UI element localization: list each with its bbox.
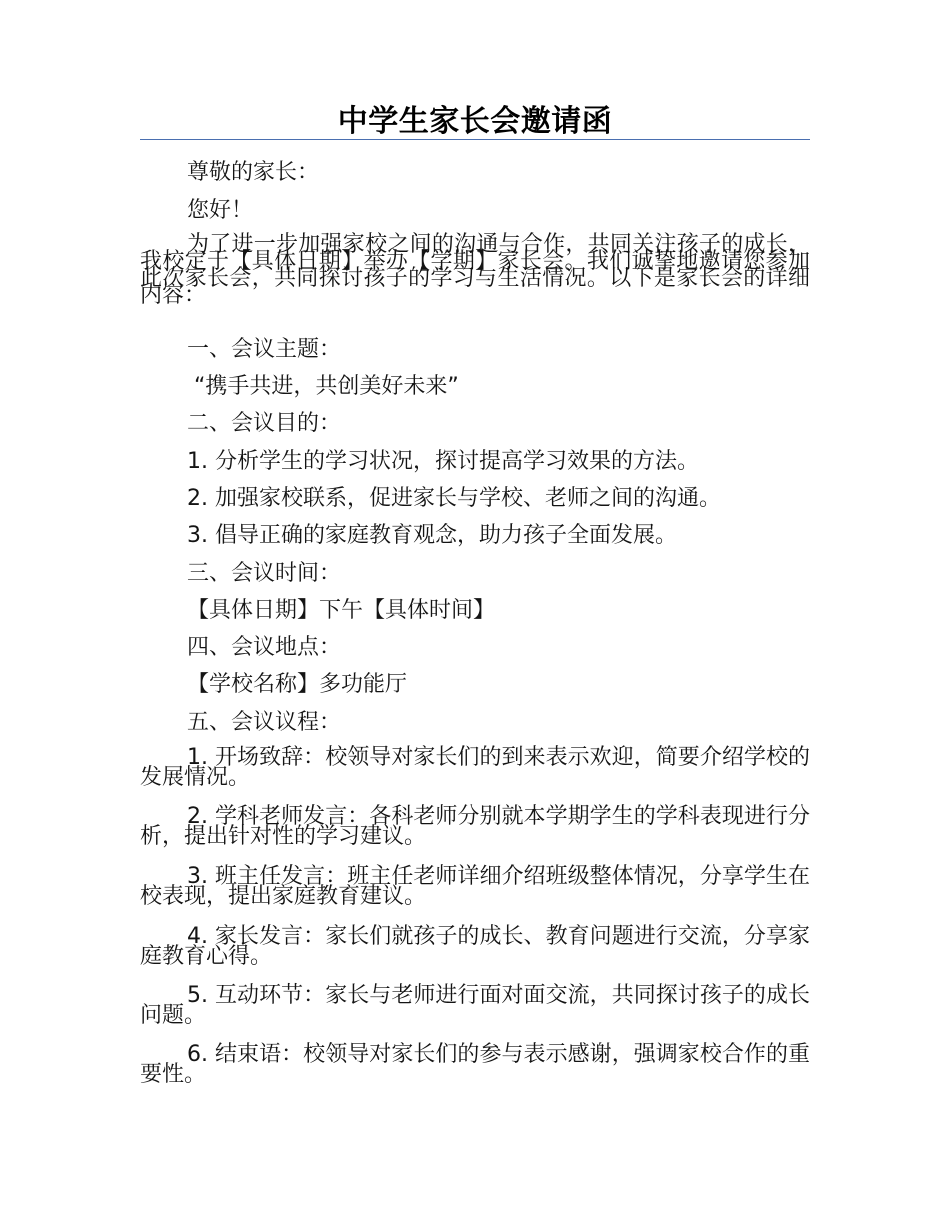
agenda-item: 5. 互动环节：家长与老师进行面对面交流，共同探讨孩子的成长问题。 — [140, 983, 810, 1028]
agenda-item: 6. 结束语：校领导对家长们的参与表示感谢，强调家校合作的重要性。 — [140, 1042, 810, 1087]
theme-heading: 一、会议主题： — [187, 337, 342, 362]
time-content: 【具体日期】下午【具体时间】 — [187, 598, 496, 623]
agenda-item: 1. 开场致辞：校领导对家长们的到来表示欢迎，简要介绍学校的发展情况。 — [140, 745, 810, 790]
purpose-item: 1. 分析学生的学习状况，探讨提高学习效果的方法。 — [187, 449, 699, 474]
title-underline — [140, 139, 810, 140]
venue-content: 【学校名称】多功能厅 — [187, 672, 408, 697]
agenda-item: 2. 学科老师发言：各科老师分别就本学期学生的学科表现进行分析，提出针对性的学习建议。 — [140, 804, 810, 849]
purpose-heading: 二、会议目的： — [187, 411, 342, 436]
theme-content: “携手共进，共创美好未来” — [194, 374, 459, 399]
agenda-item: 3. 班主任发言：班主任老师详细介绍班级整体情况，分享学生在校表现，提出家庭教育建议。 — [140, 864, 810, 909]
venue-heading: 四、会议地点： — [187, 635, 342, 660]
intro-paragraph: 为了进一步加强家校之间的沟通与合作，共同关注孩子的成长，我校定于【具体日期】举办【学期】家长会。我们诚挚地邀请您参加此次家长会，共同探讨孩子的学习与生活情况。以下是家长会的详细内容： — [140, 232, 810, 308]
purpose-item: 3. 倡导正确的家庭教育观念，助力孩子全面发展。 — [187, 523, 677, 548]
agenda-item: 4. 家长发言：家长们就孩子的成长、教育问题进行交流，分享家庭教育心得。 — [140, 924, 810, 969]
purpose-item: 2. 加强家校联系，促进家长与学校、老师之间的沟通。 — [187, 486, 721, 511]
time-heading: 三、会议时间： — [187, 561, 342, 586]
salutation: 尊敬的家长： — [187, 160, 320, 185]
document-title: 中学生家长会邀请函 — [337, 104, 613, 139]
greeting: 您好！ — [187, 198, 254, 223]
agenda-heading: 五、会议议程： — [187, 710, 342, 735]
